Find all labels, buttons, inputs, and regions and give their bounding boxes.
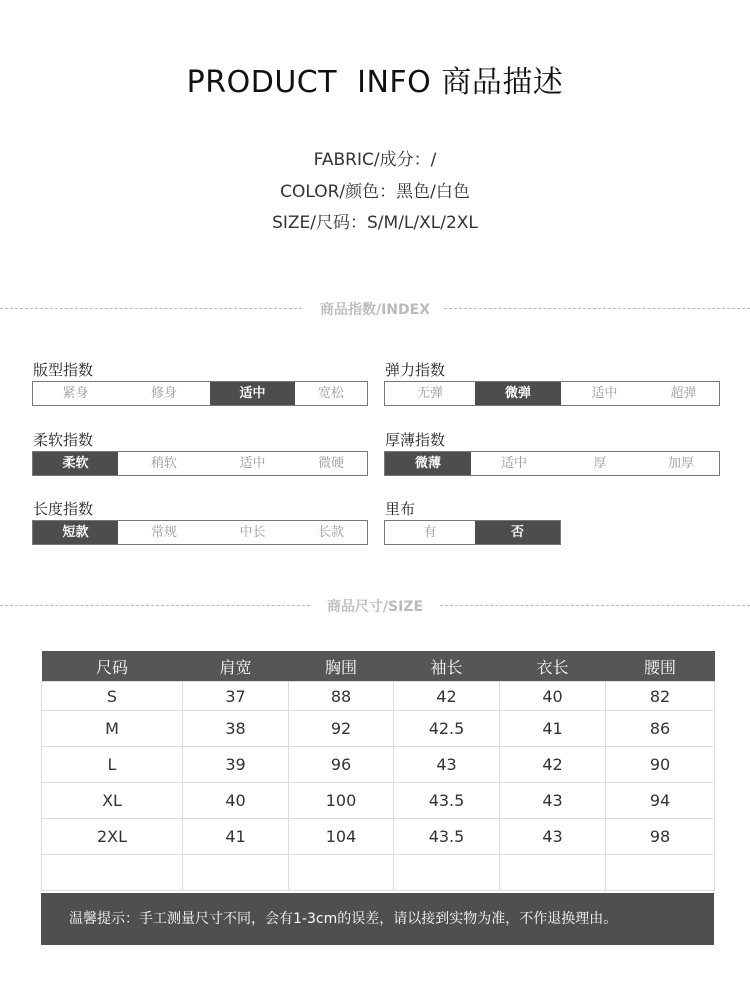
table-cell-empty	[289, 855, 394, 891]
table-row	[42, 682, 715, 711]
table-cell: S	[42, 682, 183, 711]
index-option-selected: 否	[475, 521, 560, 544]
table-cell: 42	[500, 747, 606, 783]
table-cell: 43.5	[394, 819, 500, 855]
table-cell: 43	[500, 783, 606, 819]
index-label-5: 里布	[385, 500, 416, 518]
size-table-body	[42, 682, 715, 891]
table-cell: 43	[394, 747, 500, 783]
table-cell: 43.5	[394, 783, 500, 819]
table-cell: 86	[606, 711, 715, 747]
table-row-empty	[42, 855, 715, 891]
table-cell: 43	[500, 819, 606, 855]
table-cell: XL	[42, 783, 183, 819]
table-cell: M	[42, 711, 183, 747]
index-divider	[0, 299, 750, 319]
index-option: 长款	[317, 525, 344, 540]
table-cell: L	[42, 747, 183, 783]
table-cell: 96	[289, 747, 394, 783]
index-option: 适中	[500, 456, 527, 471]
index-option: 修身	[150, 386, 177, 401]
size-info: SIZE/尺码：S/M/L/XL/2XL	[272, 213, 478, 233]
table-cell-empty	[606, 855, 715, 891]
table-cell: 90	[606, 747, 715, 783]
index-option: 有	[423, 525, 437, 540]
header-size: 尺码	[42, 651, 183, 682]
index-label-1: 弹力指数	[385, 361, 446, 379]
table-cell: 40	[183, 783, 289, 819]
header-waist: 腰围	[606, 651, 715, 682]
header-bust: 胸围	[289, 651, 394, 682]
index-option-selected: 短款	[33, 521, 118, 544]
table-cell: 42.5	[394, 711, 500, 747]
index-option: 无弹	[416, 386, 443, 401]
table-cell: 42	[394, 682, 500, 711]
index-bar-0	[32, 381, 368, 406]
header-sleeve: 袖长	[394, 651, 500, 682]
index-label-4: 长度指数	[33, 500, 94, 518]
header-shoulder: 肩宽	[183, 651, 289, 682]
index-option: 中长	[239, 525, 266, 540]
table-cell: 37	[183, 682, 289, 711]
table-cell: 41	[500, 711, 606, 747]
table-cell: 40	[500, 682, 606, 711]
size-table-header	[42, 651, 715, 682]
table-cell-empty	[500, 855, 606, 891]
size-divider	[0, 596, 750, 616]
page-title: PRODUCT INFO 商品描述	[186, 65, 564, 100]
table-cell: 98	[606, 819, 715, 855]
index-option: 适中	[591, 386, 618, 401]
index-option-selected: 柔软	[33, 452, 118, 475]
index-option: 紧身	[62, 386, 89, 401]
table-row	[42, 819, 715, 855]
index-divider-label: 商品指数/INDEX	[319, 302, 431, 318]
table-cell: 88	[289, 682, 394, 711]
table-cell: 104	[289, 819, 394, 855]
table-cell: 82	[606, 682, 715, 711]
size-table	[41, 651, 715, 891]
table-cell: 38	[183, 711, 289, 747]
index-option-selected: 微薄	[385, 452, 471, 475]
table-cell: 92	[289, 711, 394, 747]
color-info: COLOR/颜色：黑色/白色	[280, 182, 470, 202]
table-cell: 94	[606, 783, 715, 819]
index-label-0: 版型指数	[33, 361, 94, 379]
table-cell-empty	[394, 855, 500, 891]
table-row	[42, 711, 715, 747]
index-option: 适中	[239, 456, 266, 471]
index-option: 常规	[150, 525, 177, 540]
index-bar-5	[384, 520, 561, 545]
table-cell-empty	[42, 855, 183, 891]
index-bar-2	[32, 451, 368, 476]
index-bar-1	[384, 381, 720, 406]
index-option-selected: 适中	[210, 382, 295, 405]
index-bar-4	[32, 520, 368, 545]
index-option: 稍软	[150, 456, 177, 471]
table-cell: 100	[289, 783, 394, 819]
table-row	[42, 783, 715, 819]
size-divider-label: 商品尺寸/SIZE	[326, 599, 424, 615]
table-cell: 39	[183, 747, 289, 783]
fabric-info: FABRIC/成分：/	[313, 150, 437, 170]
index-bar-3	[384, 451, 720, 476]
index-option: 厚	[593, 456, 607, 471]
table-cell: 2XL	[42, 819, 183, 855]
index-option-selected: 微弹	[475, 382, 561, 405]
table-cell-empty	[183, 855, 289, 891]
index-label-3: 厚薄指数	[385, 431, 446, 449]
index-option: 微硬	[317, 456, 344, 471]
index-option: 加厚	[667, 456, 694, 471]
index-label-2: 柔软指数	[33, 431, 94, 449]
index-option: 超弹	[670, 386, 697, 401]
table-row	[42, 747, 715, 783]
index-option: 宽松	[317, 386, 344, 401]
header-length: 衣长	[500, 651, 606, 682]
tip-banner: 温馨提示：手工测量尺寸不同，会有1-3cm的误差，请以接到实物为准，不作退换理由。	[41, 893, 714, 945]
table-cell: 41	[183, 819, 289, 855]
